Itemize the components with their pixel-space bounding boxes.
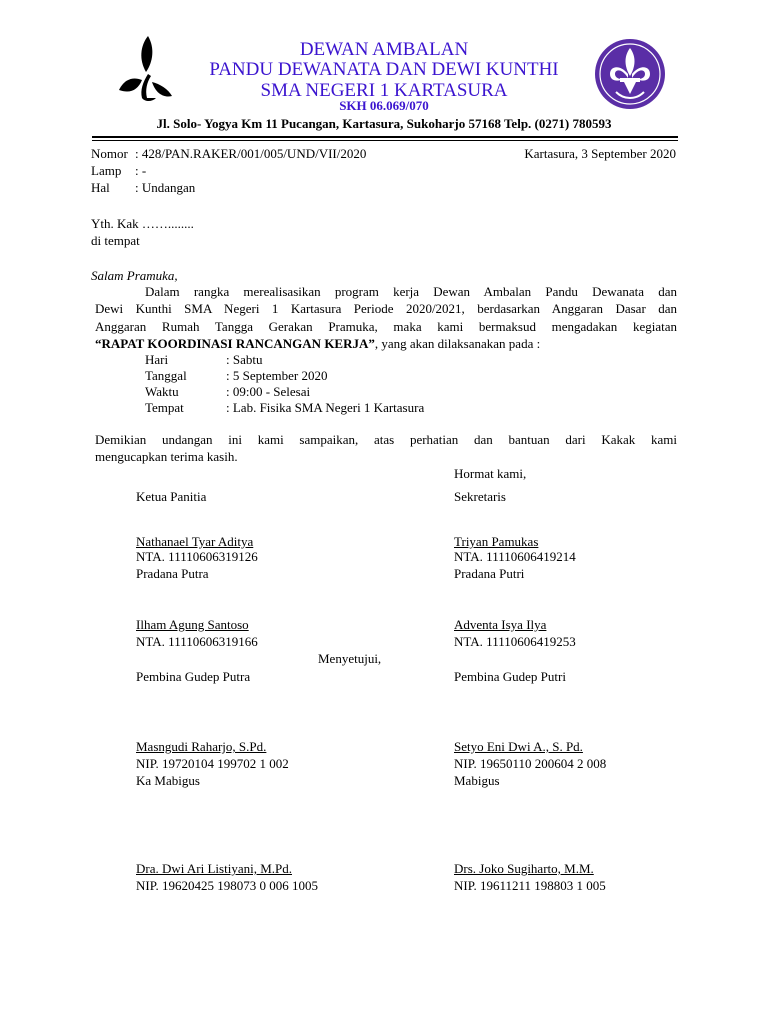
greeting: Salam Pramuka, — [91, 268, 178, 283]
sekretaris-title: Pradana Putri — [454, 566, 525, 581]
detail-value-waktu: : 09:00 - Selesai — [226, 384, 311, 399]
detail-label-tempat: Tempat — [145, 400, 184, 415]
hormat-kami: Hormat kami, — [454, 466, 527, 481]
pradana-putri-2-name: Adventa Isya Ilya — [454, 617, 547, 632]
ketua-name: Nathanael Tyar Aditya — [136, 534, 254, 549]
pradana-putri-2-id: NTA. 11110606419253 — [454, 634, 576, 649]
ketua-title: Pradana Putra — [136, 566, 209, 581]
pembina-putri-name: Setyo Eni Dwi A., S. Pd. — [454, 739, 583, 754]
detail-value-tanggal: : 5 September 2020 — [226, 368, 328, 383]
pembina-putri-role: Pembina Gudep Putri — [454, 669, 566, 684]
org-line-2: PANDU DEWANATA DAN DEWI KUNTHI — [209, 59, 559, 80]
hal-value: : Undangan — [135, 180, 196, 195]
ketua-id: NTA. 11110606319126 — [136, 549, 258, 564]
hal-label: Hal — [91, 180, 110, 195]
paragraph-line-3: Anggaran Rumah Tangga Gerakan Pramuka, maka kami bermaksud mengadakan kegiatan — [95, 319, 677, 334]
sekretaris-name: Triyan Pamukas — [454, 534, 539, 549]
ketua-role: Ketua Panitia — [136, 489, 207, 504]
pradana-putra-2-name: Ilham Agung Santoso — [136, 617, 249, 632]
closing-line-2: mengucapkan terima kasih. — [95, 449, 238, 464]
org-line-1: DEWAN AMBALAN — [299, 39, 469, 60]
paragraph-line-4 — [95, 337, 540, 350]
bottom-left-name: Dra. Dwi Ari Listiyani, M.Pd. — [136, 861, 292, 876]
skh-number: SKH 06.069/070 — [339, 98, 429, 113]
letter-date: Kartasura, 3 September 2020 — [524, 146, 676, 161]
sekretaris-role: Sekretaris — [454, 489, 506, 504]
lamp-label: Lamp — [91, 163, 122, 178]
detail-label-tanggal: Tanggal — [145, 368, 187, 383]
paragraph-tail: , yang akan dilaksanakan pada : — [374, 336, 541, 351]
recipient-line-2: di tempat — [91, 233, 140, 248]
pembina-putri-title: Mabigus — [454, 773, 500, 788]
detail-value-tempat: : Lab. Fisika SMA Negeri 1 Kartasura — [226, 400, 425, 415]
bottom-right-id: NIP. 19611211 198803 1 005 — [454, 878, 606, 893]
paragraph-line-2: Dewi Kunthi SMA Negeri 1 Kartasura Periode 2020/2021, berdasarkan Anggaran Dasar dan — [95, 301, 677, 316]
org-line-3: SMA NEGERI 1 KARTASURA — [260, 80, 508, 101]
menyetujui-label: Menyetujui, — [318, 651, 382, 666]
paragraph-line-1: Dalam rangka merealisasikan program kerja Dewan Ambalan Pandu Dewanata dan — [145, 284, 677, 299]
sekretaris-id: NTA. 11110606419214 — [454, 549, 576, 564]
event-name: “RAPAT KOORDINASI RANCANGAN KERJA” — [95, 336, 375, 351]
recipient-line-1: Yth. Kak ……........ — [91, 216, 194, 231]
fleur-de-lis-emblem — [594, 38, 666, 110]
detail-value-hari: : Sabtu — [226, 352, 263, 367]
pembina-putra-title: Ka Mabigus — [136, 773, 200, 788]
bottom-right-name: Drs. Joko Sugiharto, M.M. — [454, 861, 594, 876]
detail-label-hari: Hari — [145, 352, 169, 367]
nomor-value: : 428/PAN.RAKER/001/005/UND/VII/2020 — [135, 146, 367, 161]
pembina-putra-role: Pembina Gudep Putra — [136, 669, 251, 684]
org-address: Jl. Solo- Yogya Km 11 Pucangan, Kartasura, Sukoharjo 57168 Telp. (0271) 780593 — [156, 116, 612, 131]
nomor-label: Nomor — [91, 146, 128, 161]
header-divider-thick — [92, 136, 678, 138]
pembina-putri-id: NIP. 19650110 200604 2 008 — [454, 756, 607, 771]
pradana-putra-2-id: NTA. 11110606319166 — [136, 634, 258, 649]
pembina-putra-name: Masngudi Raharjo, S.Pd. — [136, 739, 267, 754]
detail-label-waktu: Waktu — [145, 384, 179, 399]
closing-line-1: Demikian undangan ini kami sampaikan, atas perhatian dan bantuan dari Kakak kami — [95, 432, 677, 447]
bottom-left-id: NIP. 19620425 198073 0 006 1005 — [136, 878, 319, 893]
pembina-putra-id: NIP. 19720104 199702 1 002 — [136, 756, 289, 771]
header-divider-thin — [92, 140, 678, 141]
lamp-value: : - — [135, 163, 147, 178]
